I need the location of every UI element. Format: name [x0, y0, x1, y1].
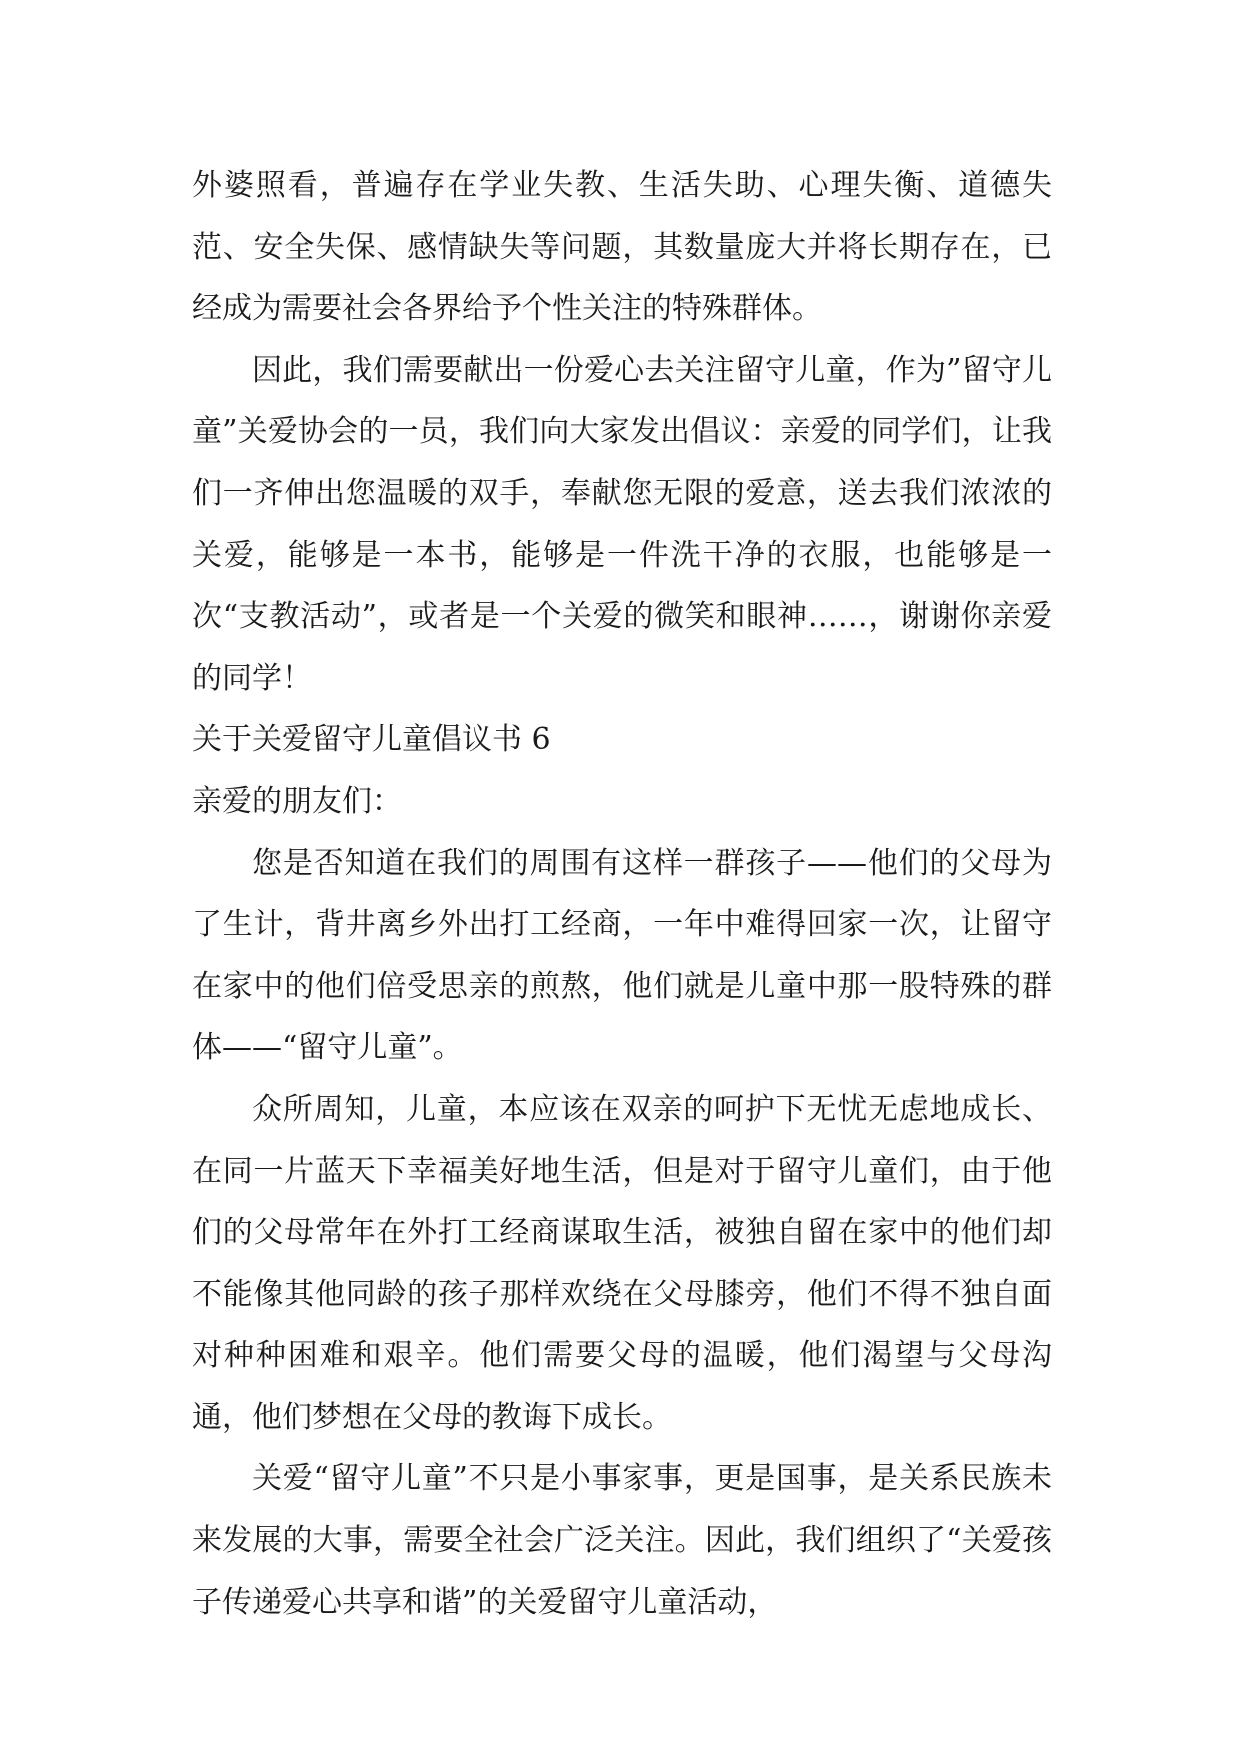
paragraph-call-to-action: 关爱“留守儿童”不只是小事家事，更是国事，是关系民族未来发展的大事，需要全社会广泛关注。因此，我们组织了“关爱孩子传递爱心共享和谐”的关爱留守儿童活动， [192, 1461, 1052, 1620]
paragraph-continuation: 外婆照看，普遍存在学业失教、生活失助、心理失衡、道德失范、安全失保、感情缺失等问题，其数量庞大并将长期存在，已经成为需要社会各界给予个性关注的特殊群体。 [192, 168, 1052, 327]
paragraph-intro: 您是否知道在我们的周围有这样一群孩子——他们的父母为了生计，背井离乡外出打工经商，一年中难得回家一次，让留守在家中的他们倍受思亲的煎熬，他们就是儿童中那一股特殊的群体——“留守儿童”。 [192, 845, 1052, 1066]
salutation: 亲爱的朋友们： [192, 783, 402, 819]
document-body [192, 155, 1052, 1633]
section-title: 关于关爱留守儿童倡议书 6 [192, 722, 551, 758]
paragraph-initiative: 因此，我们需要献出一份爱心去关注留守儿童，作为”留守儿童”关爱协会的一员，我们向大家发出倡议：亲爱的同学们，让我们一齐伸出您温暖的双手，奉献您无限的爱意，送去我们浓浓的关爱，能够是一本书，能够是一件洗干净的衣服，也能够是一次“支教活动”，或者是一个关爱的微笑和眼神……，谢谢你亲爱的同学！ [192, 352, 1052, 696]
paragraph-situation: 众所周知，儿童，本应该在双亲的呵护下无忧无虑地成长、在同一片蓝天下幸福美好地生活，但是对于留守儿童们，由于他们的父母常年在外打工经商谋取生活，被独自留在家中的他们却不能像其他同龄的孩子那样欢绕在父母膝旁，他们不得不独自面对种种困难和艰辛。他们需要父母的温暖，他们渴望与父母沟通，他们梦想在父母的教诲下成长。 [192, 1091, 1052, 1435]
